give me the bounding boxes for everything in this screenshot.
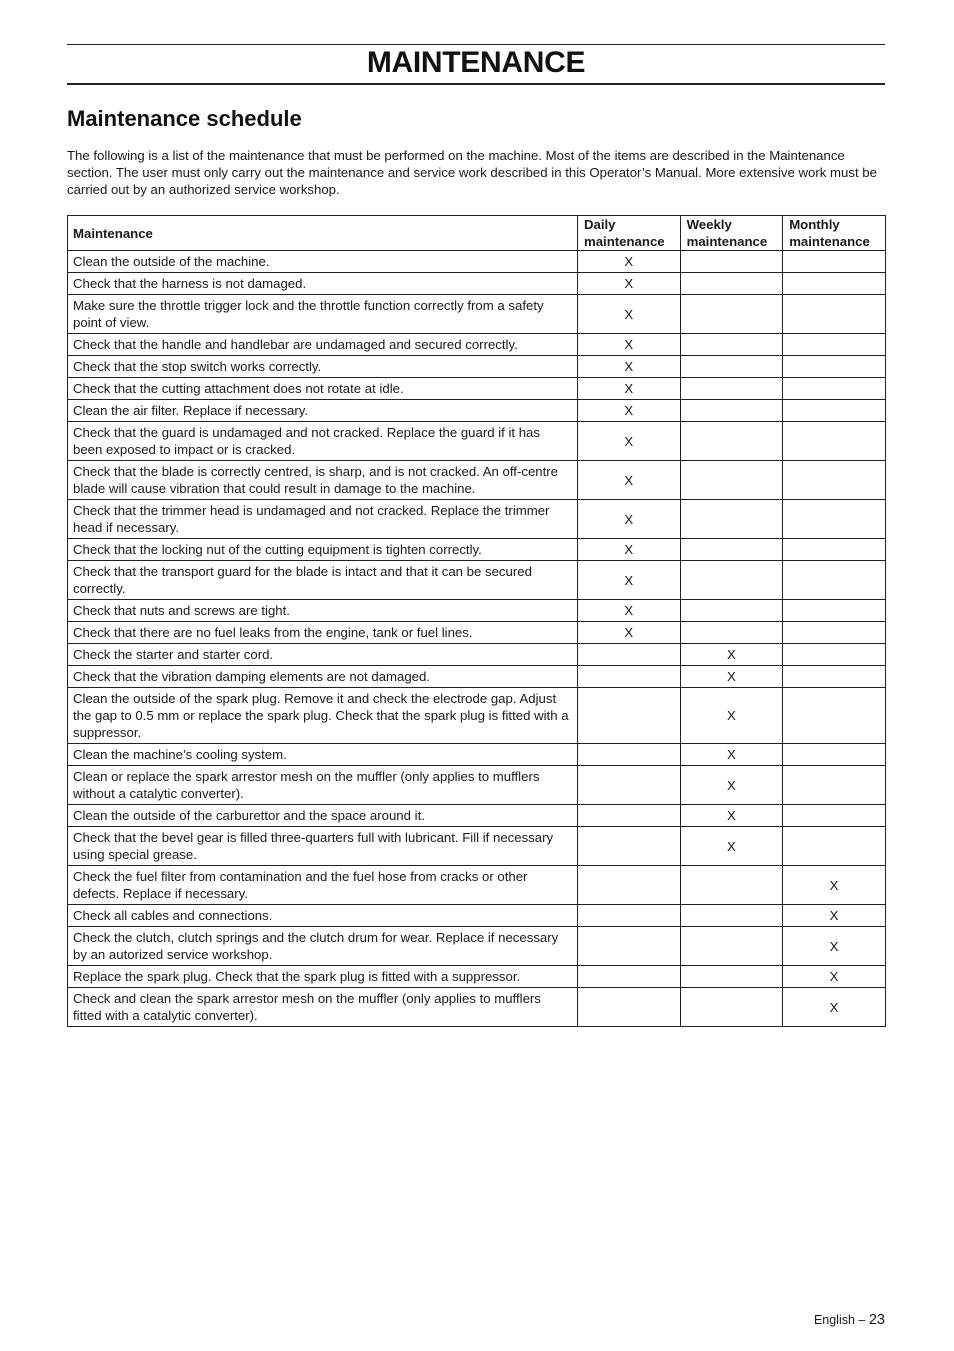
- monthly-cell: [783, 356, 886, 378]
- daily-cell: [578, 644, 681, 666]
- page-title: MAINTENANCE: [366, 46, 586, 79]
- monthly-cell: [783, 644, 886, 666]
- daily-mark: X: [624, 403, 634, 418]
- task-cell: Check all cables and connections.: [68, 905, 578, 927]
- monthly-mark: X: [829, 877, 839, 893]
- weekly-mark: X: [726, 708, 736, 723]
- weekly-cell: [680, 744, 783, 766]
- maintenance-table: [67, 215, 886, 1027]
- daily-mark: X: [624, 306, 634, 322]
- weekly-cell: [680, 688, 783, 744]
- monthly-cell: [783, 744, 886, 766]
- weekly-cell: [680, 622, 783, 644]
- task-cell: Check the starter and starter cord.: [68, 644, 578, 666]
- daily-mark: X: [624, 359, 634, 374]
- weekly-cell: [680, 295, 783, 334]
- monthly-cell: [783, 251, 886, 273]
- weekly-cell: [680, 666, 783, 688]
- daily-cell: [578, 251, 681, 273]
- monthly-cell: [783, 805, 886, 827]
- weekly-cell: [680, 251, 783, 273]
- task-cell: Check the clutch, clutch springs and the clutch drum for wear. Replace if necessary by an autorized service workshop.: [68, 927, 578, 966]
- daily-cell: [578, 400, 681, 422]
- daily-cell: [578, 356, 681, 378]
- table-row: [68, 766, 886, 805]
- weekly-cell: [680, 966, 783, 988]
- weekly-cell: [680, 766, 783, 805]
- task-cell: Check that the harness is not damaged.: [68, 273, 578, 295]
- daily-mark: X: [624, 433, 634, 449]
- monthly-mark: X: [829, 999, 839, 1015]
- weekly-cell: [680, 905, 783, 927]
- weekly-mark: X: [726, 669, 736, 684]
- task-cell: Clean the outside of the machine.: [68, 251, 578, 273]
- monthly-cell: [783, 461, 886, 500]
- table-row: [68, 273, 886, 295]
- monthly-cell: [783, 766, 886, 805]
- task-cell: Check that the guard is undamaged and not cracked. Replace the guard if it has been exposed to impact or is cracked.: [68, 422, 578, 461]
- monthly-cell: [783, 295, 886, 334]
- weekly-mark: X: [726, 838, 736, 854]
- weekly-cell: [680, 500, 783, 539]
- daily-cell: [578, 988, 681, 1027]
- table-row: [68, 334, 886, 356]
- table-row: [68, 988, 886, 1027]
- task-cell: Clean or replace the spark arrestor mesh on the muffler (only applies to mufflers without a catalytic converter).: [68, 766, 578, 805]
- monthly-cell: [783, 273, 886, 295]
- monthly-cell: [783, 334, 886, 356]
- table-row: [68, 539, 886, 561]
- task-cell: Check that the cutting attachment does not rotate at idle.: [68, 378, 578, 400]
- monthly-cell: [783, 422, 886, 461]
- table-row: [68, 251, 886, 273]
- task-cell: Check and clean the spark arrestor mesh on the muffler (only applies to mufflers fitted with a catalytic converter).: [68, 988, 578, 1027]
- table-row: [68, 461, 886, 500]
- task-cell: Check that the trimmer head is undamaged and not cracked. Replace the trimmer head if necessary.: [68, 500, 578, 539]
- table-row: [68, 644, 886, 666]
- task-cell: Replace the spark plug. Check that the spark plug is fitted with a suppressor.: [68, 966, 578, 988]
- daily-cell: [578, 295, 681, 334]
- task-cell: Clean the outside of the carburettor and the space around it.: [68, 805, 578, 827]
- monthly-cell: [783, 666, 886, 688]
- daily-mark: X: [624, 603, 634, 618]
- page-footer: [814, 1312, 885, 1328]
- task-cell: Check that nuts and screws are tight.: [68, 600, 578, 622]
- intro-paragraph: The following is a list of the maintenance that must be performed on the machine. Most of the items are described in the Maintenance section. The user must only carry out the maintenance and service work described in this Operator’s Manual. More extensive work must be carried out by an authorized service workshop.: [67, 148, 877, 197]
- daily-cell: [578, 500, 681, 539]
- table-row: [68, 744, 886, 766]
- weekly-mark: X: [726, 808, 736, 823]
- monthly-mark: X: [829, 908, 839, 923]
- daily-cell: [578, 622, 681, 644]
- table-row: [68, 378, 886, 400]
- daily-cell: [578, 688, 681, 744]
- table-row: [68, 905, 886, 927]
- daily-mark: X: [624, 381, 634, 396]
- monthly-cell: [783, 966, 886, 988]
- daily-cell: [578, 805, 681, 827]
- task-cell: Check that the handle and handlebar are undamaged and secured correctly.: [68, 334, 578, 356]
- table-row: [68, 500, 886, 539]
- table-row: [68, 805, 886, 827]
- weekly-cell: [680, 561, 783, 600]
- daily-mark: X: [624, 254, 634, 269]
- daily-cell: [578, 461, 681, 500]
- table-row: [68, 356, 886, 378]
- weekly-mark: X: [726, 747, 736, 762]
- task-cell: Check the fuel filter from contamination and the fuel hose from cracks or other defects. Replace if necessary.: [68, 866, 578, 905]
- task-cell: Clean the machine’s cooling system.: [68, 744, 578, 766]
- table-row: [68, 666, 886, 688]
- section-title: Maintenance schedule: [67, 106, 302, 131]
- header-maintenance: Maintenance: [68, 216, 578, 251]
- daily-mark: X: [624, 625, 634, 640]
- monthly-mark: X: [829, 969, 839, 984]
- weekly-cell: [680, 334, 783, 356]
- monthly-cell: [783, 905, 886, 927]
- weekly-cell: [680, 827, 783, 866]
- weekly-cell: [680, 805, 783, 827]
- footer-language: English: [813, 1313, 855, 1327]
- header-daily: Daily maintenance: [578, 216, 681, 251]
- weekly-cell: [680, 988, 783, 1027]
- monthly-cell: [783, 827, 886, 866]
- task-cell: Clean the air filter. Replace if necessary.: [68, 400, 578, 422]
- weekly-cell: [680, 600, 783, 622]
- table-row: [68, 866, 886, 905]
- daily-mark: X: [624, 276, 634, 291]
- daily-cell: [578, 666, 681, 688]
- table-row: [68, 422, 886, 461]
- task-cell: Check that the blade is correctly centred, is sharp, and is not cracked. An off-centre blade will cause vibration that could result in damage to the machine.: [68, 461, 578, 500]
- header-weekly: Weekly maintenance: [680, 216, 783, 251]
- table-row: [68, 622, 886, 644]
- table-row: [68, 295, 886, 334]
- footer-separator: –: [858, 1313, 866, 1327]
- monthly-cell: [783, 500, 886, 539]
- header-monthly: Monthly maintenance: [783, 216, 886, 251]
- daily-cell: [578, 334, 681, 356]
- daily-mark: X: [624, 511, 634, 527]
- task-cell: Check that the vibration damping elements are not damaged.: [68, 666, 578, 688]
- daily-cell: [578, 273, 681, 295]
- weekly-cell: [680, 539, 783, 561]
- weekly-cell: [680, 644, 783, 666]
- table-row: [68, 400, 886, 422]
- table-row: [68, 600, 886, 622]
- weekly-cell: [680, 927, 783, 966]
- daily-mark: X: [624, 542, 634, 557]
- weekly-cell: [680, 461, 783, 500]
- monthly-cell: [783, 539, 886, 561]
- weekly-cell: [680, 378, 783, 400]
- monthly-cell: [783, 378, 886, 400]
- monthly-cell: [783, 561, 886, 600]
- task-cell: Check that the locking nut of the cutting equipment is tighten correctly.: [68, 539, 578, 561]
- daily-cell: [578, 378, 681, 400]
- daily-cell: [578, 827, 681, 866]
- table-row: [68, 927, 886, 966]
- weekly-cell: [680, 400, 783, 422]
- monthly-mark: X: [829, 938, 839, 954]
- daily-cell: [578, 905, 681, 927]
- daily-cell: [578, 539, 681, 561]
- weekly-mark: X: [726, 647, 736, 662]
- task-cell: Check that the stop switch works correctly.: [68, 356, 578, 378]
- weekly-cell: [680, 273, 783, 295]
- task-cell: Clean the outside of the spark plug. Remove it and check the electrode gap. Adjust the gap to 0.5 mm or replace the spark plug. Check that the spark plug is fitted with a suppressor.: [68, 688, 578, 744]
- daily-mark: X: [624, 472, 634, 488]
- daily-cell: [578, 927, 681, 966]
- monthly-cell: [783, 600, 886, 622]
- daily-mark: X: [624, 572, 634, 588]
- daily-cell: [578, 600, 681, 622]
- monthly-cell: [783, 988, 886, 1027]
- monthly-cell: [783, 927, 886, 966]
- daily-cell: [578, 766, 681, 805]
- daily-mark: X: [624, 337, 634, 352]
- weekly-cell: [680, 866, 783, 905]
- task-cell: Check that the bevel gear is filled three-quarters full with lubricant. Fill if necessary using special grease.: [68, 827, 578, 866]
- daily-cell: [578, 866, 681, 905]
- daily-cell: [578, 561, 681, 600]
- monthly-cell: [783, 622, 886, 644]
- table-row: [68, 966, 886, 988]
- monthly-cell: [783, 866, 886, 905]
- task-cell: Make sure the throttle trigger lock and the throttle function correctly from a safety point of view.: [68, 295, 578, 334]
- daily-cell: [578, 744, 681, 766]
- table-row: [68, 827, 886, 866]
- weekly-cell: [680, 356, 783, 378]
- task-cell: Check that the transport guard for the blade is intact and that it can be secured correctly.: [68, 561, 578, 600]
- table-body: [68, 251, 886, 1027]
- daily-cell: [578, 422, 681, 461]
- page-header: [67, 44, 885, 85]
- weekly-cell: [680, 422, 783, 461]
- table-row: [68, 561, 886, 600]
- monthly-cell: [783, 400, 886, 422]
- weekly-mark: X: [726, 777, 736, 793]
- monthly-cell: [783, 688, 886, 744]
- table-row: [68, 688, 886, 744]
- page-number: 23: [868, 1312, 885, 1328]
- daily-cell: [578, 966, 681, 988]
- table-header-row: [68, 216, 886, 251]
- task-cell: Check that there are no fuel leaks from the engine, tank or fuel lines.: [68, 622, 578, 644]
